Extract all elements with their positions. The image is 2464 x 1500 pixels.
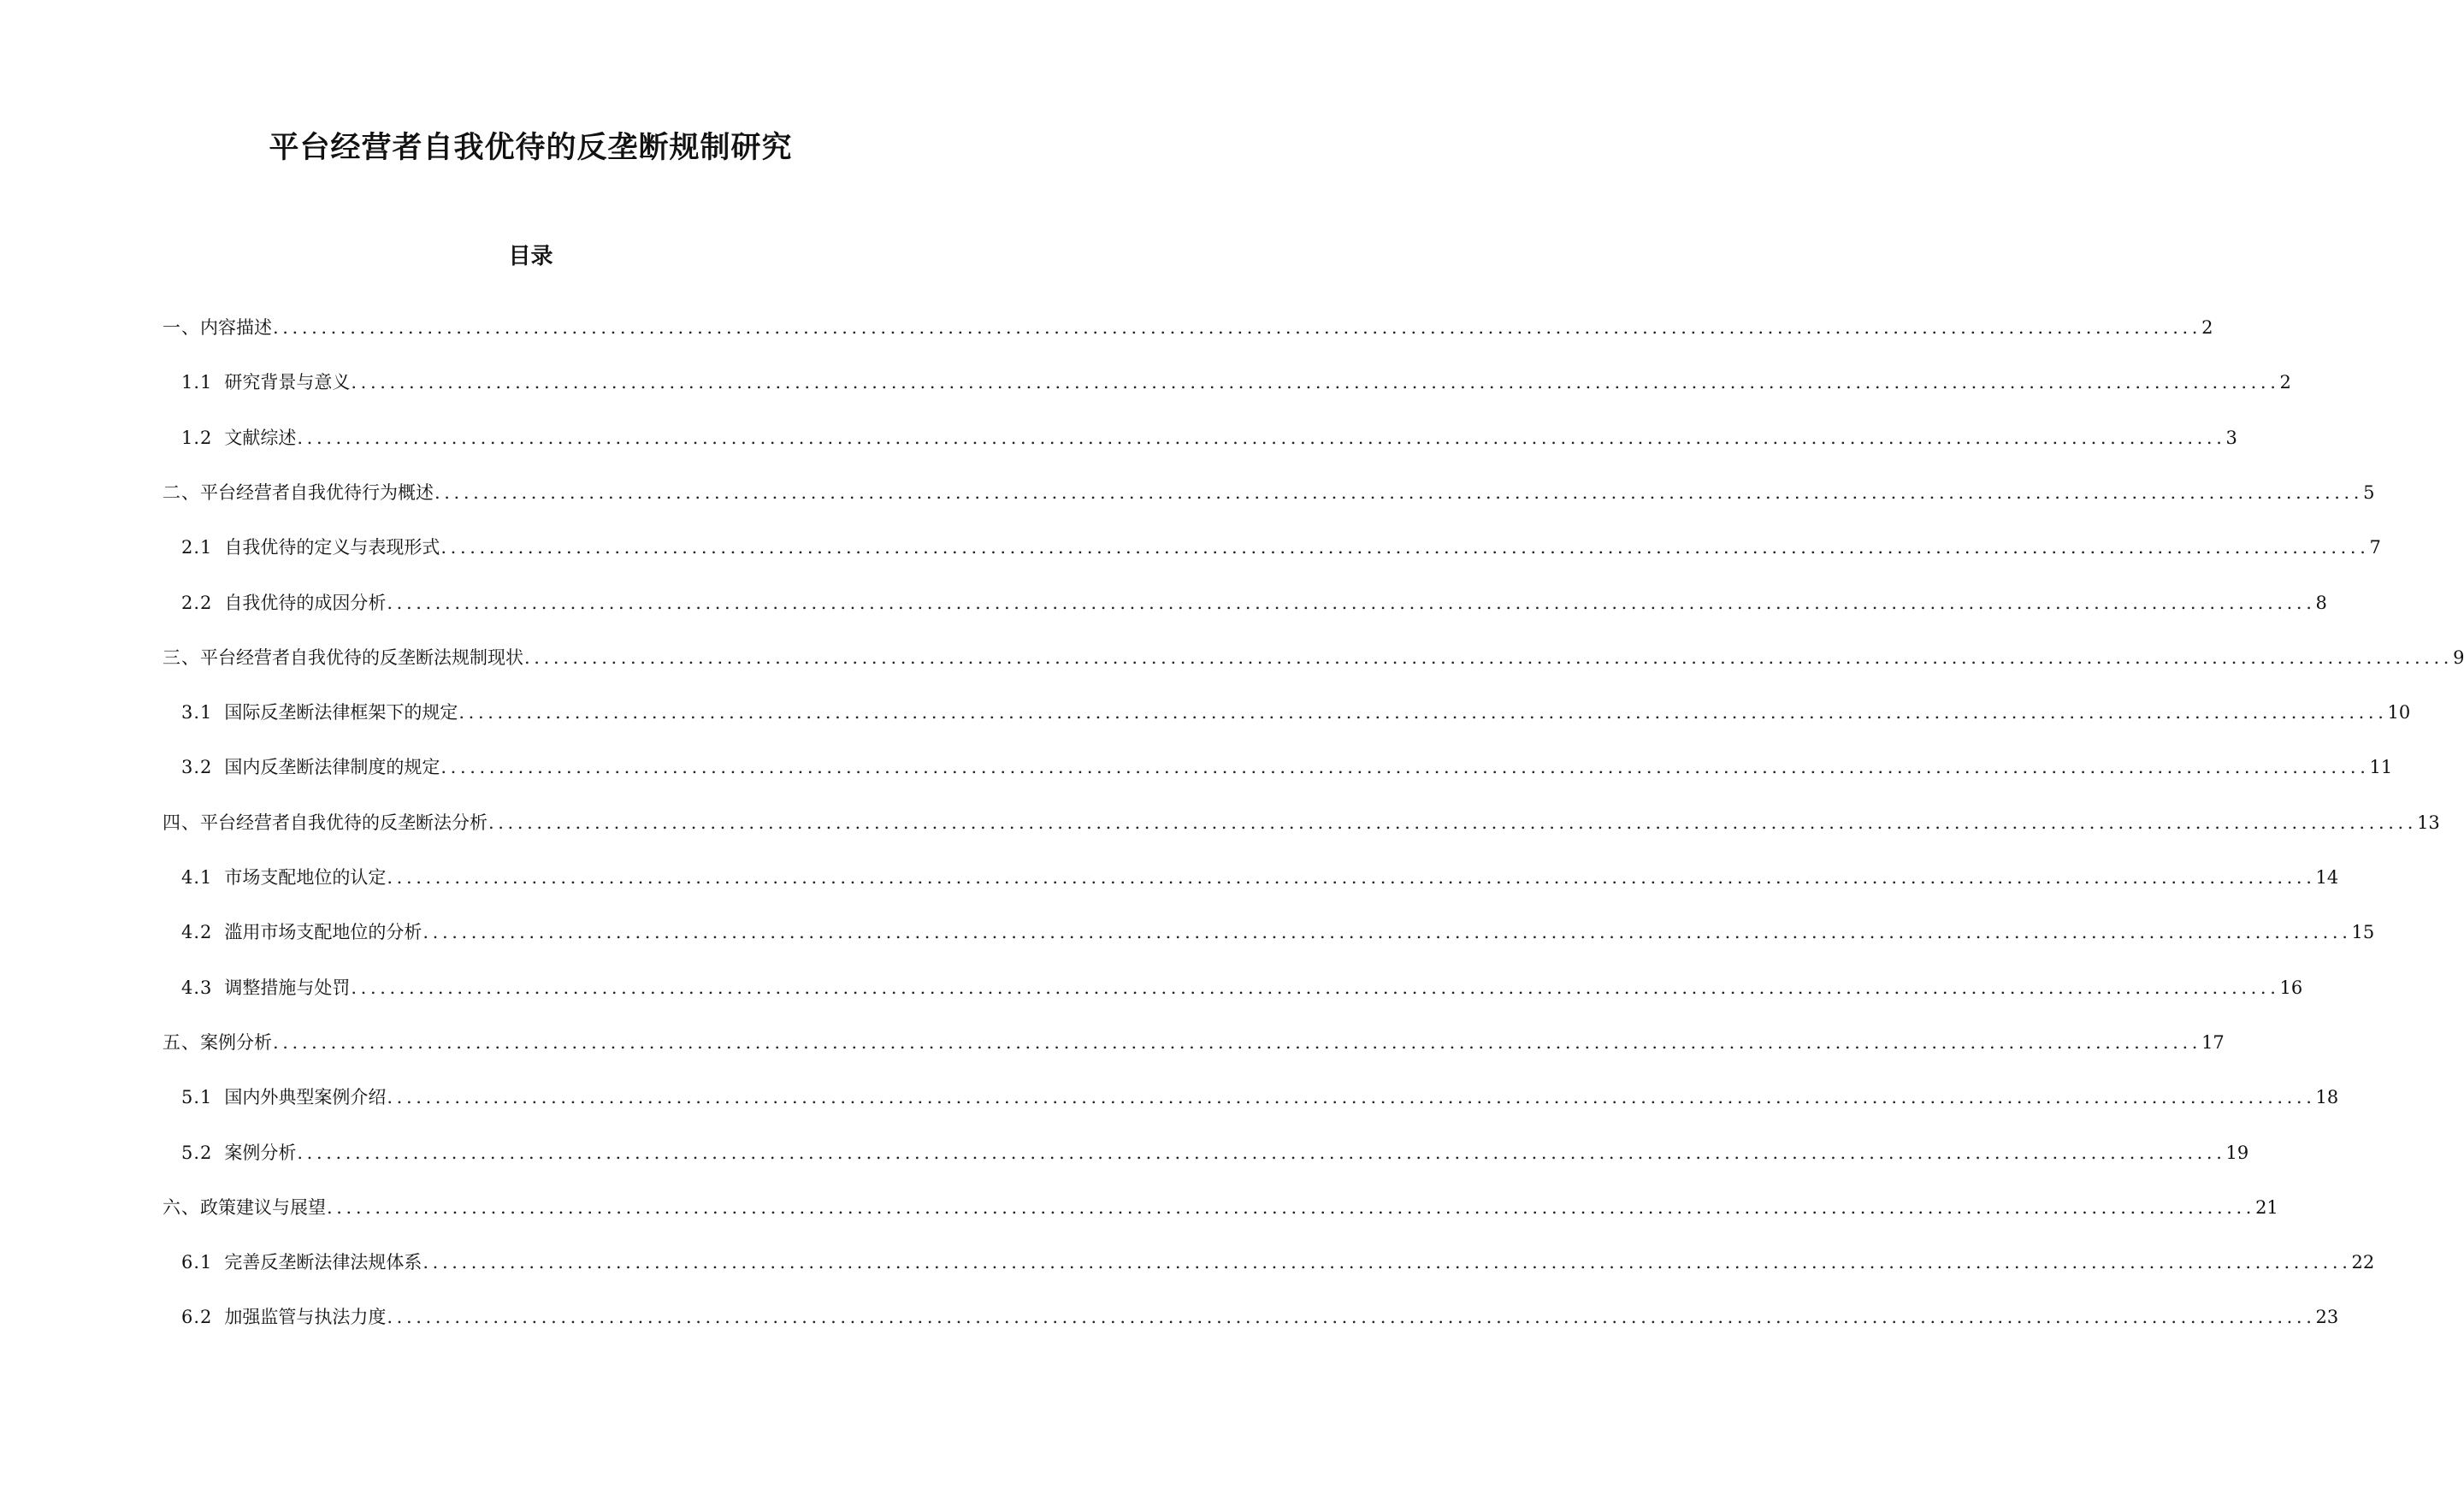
toc-entry-number: 2.2 xyxy=(181,593,213,613)
toc-leader-dots: ........................................................................................................................................................................................................ xyxy=(422,1252,2352,1273)
toc-entry[interactable] xyxy=(181,750,2393,784)
toc-leader-dots: ........................................................................................................................................................................................................ xyxy=(434,482,2364,503)
toc-entry-number: 4.3 xyxy=(181,977,213,998)
toc-page-number: 14 xyxy=(2315,867,2339,888)
toc-page-number: 21 xyxy=(2255,1197,2278,1218)
toc-page-number: 9 xyxy=(2453,647,2464,668)
toc-entry[interactable] xyxy=(162,1025,2225,1060)
toc-leader-dots: ........................................................................................................................................................................................................ xyxy=(387,1307,2316,1327)
toc-entry[interactable] xyxy=(181,695,2411,729)
toc-entry-number: 六、 xyxy=(162,1197,200,1218)
toc-entry-title: 完善反垄断法律法规体系 xyxy=(224,1252,422,1273)
toc-entry[interactable] xyxy=(181,365,2291,399)
toc-entry-title: 加强监管与执法力度 xyxy=(224,1307,387,1327)
toc-entry-number: 6.1 xyxy=(181,1252,213,1273)
toc-entry-number: 三、 xyxy=(162,647,200,668)
toc-entry-number: 5.1 xyxy=(181,1087,213,1107)
toc-leader-dots: ........................................................................................................................................................................................................ xyxy=(327,1197,2256,1218)
toc-entry-number: 2.1 xyxy=(181,537,213,558)
toc-entry-title: 市场支配地位的认定 xyxy=(224,867,387,888)
toc-entry[interactable] xyxy=(181,1080,2339,1114)
toc-page-number: 2 xyxy=(2201,317,2213,338)
toc-entry[interactable] xyxy=(162,1190,2278,1225)
toc-page-number: 2 xyxy=(2279,372,2291,393)
toc-entry[interactable] xyxy=(181,586,2327,620)
toc-entry-number: 五、 xyxy=(162,1032,200,1053)
toc-entry-number: 1.1 xyxy=(181,372,213,393)
toc-leader-dots: ........................................................................................................................................................................................................ xyxy=(297,428,2226,448)
toc-entry-number: 4.2 xyxy=(181,922,213,942)
toc-leader-dots: ........................................................................................................................................................................................................ xyxy=(387,593,2316,613)
toc-entry-title: 内容描述 xyxy=(200,317,272,338)
toc-entry-number: 3.1 xyxy=(181,702,213,723)
toc-entry[interactable] xyxy=(181,530,2381,564)
toc-entry[interactable] xyxy=(181,1245,2375,1279)
toc-entry-title: 自我优待的定义与表现形式 xyxy=(224,537,440,558)
toc-entry-title: 自我优待的成因分析 xyxy=(224,593,387,613)
toc-entry[interactable] xyxy=(162,475,2375,510)
toc-entry-title: 研究背景与意义 xyxy=(224,372,351,393)
toc-page-number: 23 xyxy=(2315,1307,2339,1327)
toc-leader-dots: ........................................................................................................................................................................................................ xyxy=(387,867,2316,888)
toc-leader-dots: ........................................................................................................................................................................................................ xyxy=(488,812,2418,833)
toc-page-number: 8 xyxy=(2315,593,2327,613)
toc-leader-dots: ........................................................................................................................................................................................................ xyxy=(422,922,2352,942)
toc-entry[interactable] xyxy=(181,421,2237,455)
toc-entry-number: 一、 xyxy=(162,317,200,338)
toc-leader-dots: ........................................................................................................................................................................................................ xyxy=(524,647,2454,668)
toc-page-number: 19 xyxy=(2225,1143,2249,1163)
toc-page-number: 11 xyxy=(2369,757,2393,777)
toc-entry-number: 二、 xyxy=(162,482,200,503)
toc-leader-dots: ........................................................................................................................................................................................................ xyxy=(440,757,2370,777)
toc-page-number: 17 xyxy=(2201,1032,2225,1053)
toc-entry[interactable] xyxy=(162,641,2464,675)
toc-entry[interactable] xyxy=(181,971,2303,1005)
toc-leader-dots: ........................................................................................................................................................................................................ xyxy=(297,1143,2226,1163)
toc-page-number: 16 xyxy=(2279,977,2303,998)
toc-entry[interactable] xyxy=(181,860,2339,895)
toc-page-number: 7 xyxy=(2369,537,2381,558)
toc-heading: 目录 xyxy=(508,244,553,269)
toc-leader-dots: ........................................................................................................................................................................................................ xyxy=(273,1032,2202,1053)
toc-leader-dots: ........................................................................................................................................................................................................ xyxy=(387,1087,2316,1107)
toc-entry-title: 调整措施与处罚 xyxy=(224,977,351,998)
toc-entry-title: 平台经营者自我优待的反垄断法分析 xyxy=(200,812,487,833)
toc-entry[interactable] xyxy=(181,1300,2339,1334)
toc-page-number: 13 xyxy=(2417,812,2440,833)
toc-entry-number: 4.1 xyxy=(181,867,213,888)
toc-entry-number: 6.2 xyxy=(181,1307,213,1327)
toc-entry-title: 滥用市场支配地位的分析 xyxy=(224,922,422,942)
toc-entry-title: 平台经营者自我优待的反垄断法规制现状 xyxy=(200,647,523,668)
toc-entry[interactable] xyxy=(162,806,2440,840)
toc-entry-title: 国际反垄断法律框架下的规定 xyxy=(224,702,458,723)
toc-entry-title: 平台经营者自我优待行为概述 xyxy=(200,482,434,503)
toc-page-number: 22 xyxy=(2351,1252,2375,1273)
toc-leader-dots: ........................................................................................................................................................................................................ xyxy=(440,537,2370,558)
toc-leader-dots: ........................................................................................................................................................................................................ xyxy=(273,317,2202,338)
toc-entry-number: 5.2 xyxy=(181,1143,213,1163)
toc-leader-dots: ........................................................................................................................................................................................................ xyxy=(351,977,2280,998)
toc-entry[interactable] xyxy=(162,310,2213,345)
toc-entry-number: 四、 xyxy=(162,812,200,833)
toc-entry-title: 案例分析 xyxy=(200,1032,272,1053)
toc-entry-number: 3.2 xyxy=(181,757,213,777)
toc-page-number: 15 xyxy=(2351,922,2375,942)
toc-entry-title: 政策建议与展望 xyxy=(200,1197,326,1218)
toc-page-number: 5 xyxy=(2363,482,2375,503)
toc-page-number: 10 xyxy=(2387,702,2411,723)
toc-leader-dots: ........................................................................................................................................................................................................ xyxy=(458,702,2388,723)
toc-entry[interactable] xyxy=(181,1136,2249,1170)
toc-page-number: 18 xyxy=(2315,1087,2339,1107)
toc-page-number: 3 xyxy=(2225,428,2237,448)
toc-entry-title: 国内反垄断法律制度的规定 xyxy=(224,757,440,777)
toc-leader-dots: ........................................................................................................................................................................................................ xyxy=(351,372,2280,393)
toc-entry-number: 1.2 xyxy=(181,428,213,448)
document-title: 平台经营者自我优待的反垄断规制研究 xyxy=(269,131,793,165)
toc-entry-title: 国内外典型案例介绍 xyxy=(224,1087,387,1107)
toc-entry-title: 文献综述 xyxy=(224,428,297,448)
toc-entry[interactable] xyxy=(181,915,2375,949)
toc-entry-title: 案例分析 xyxy=(224,1143,297,1163)
